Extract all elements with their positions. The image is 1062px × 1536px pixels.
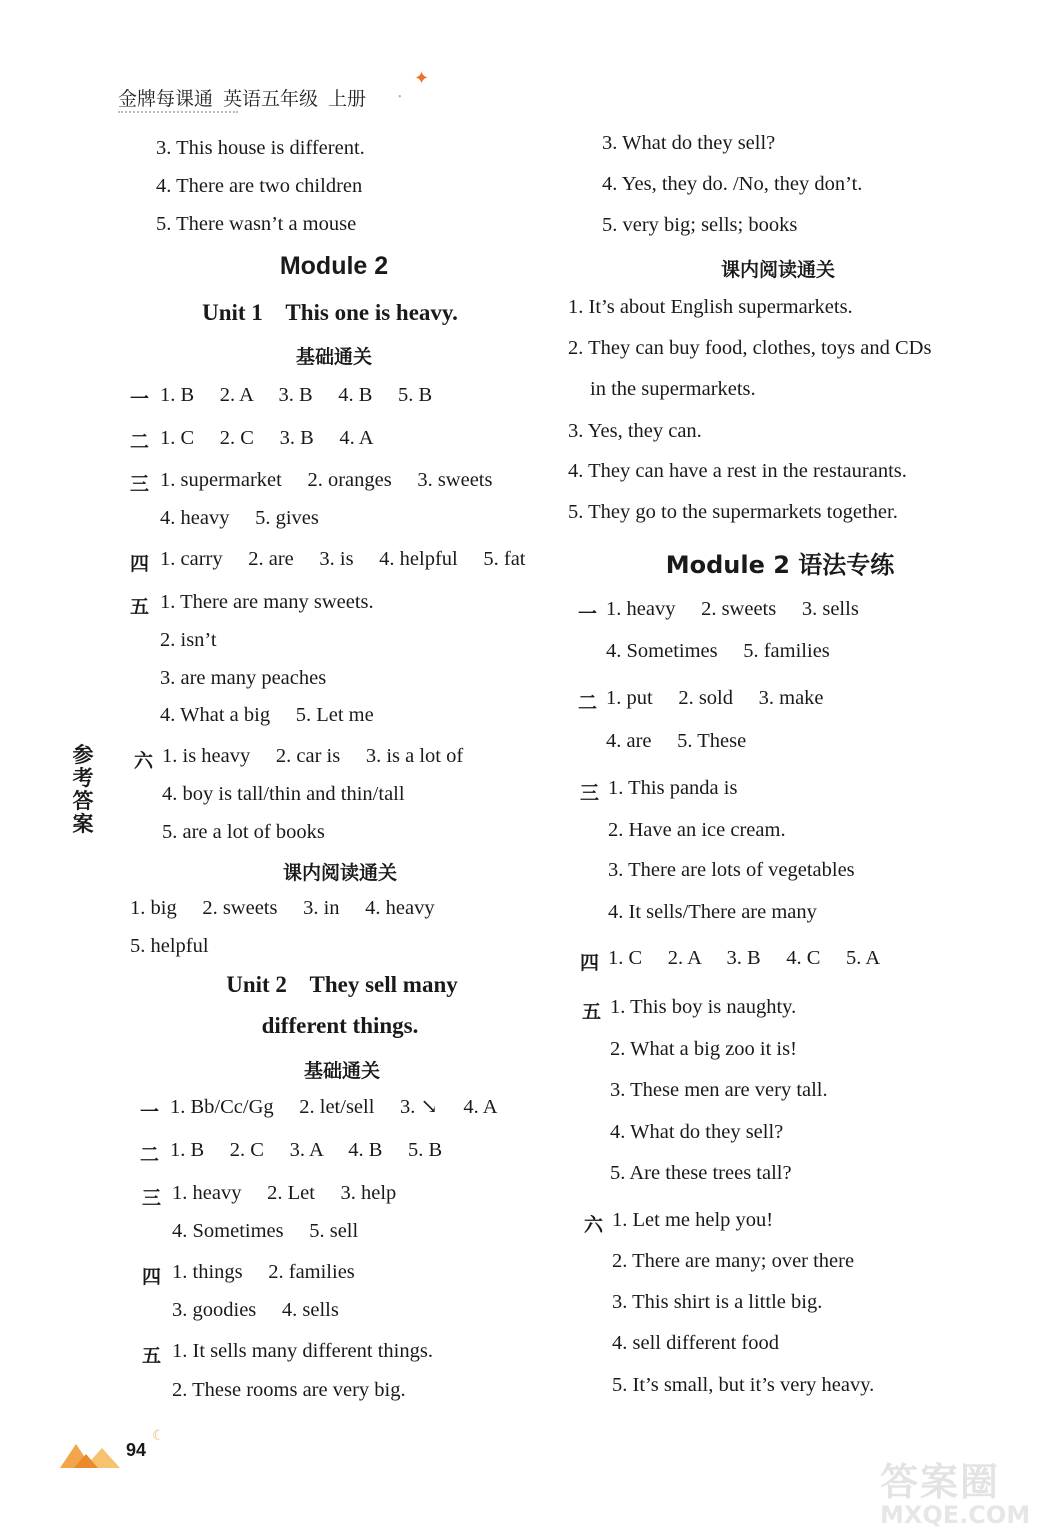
answer-line: 5. There wasn’t a mouse [156, 213, 357, 235]
answer-line: 1. is heavy 2. car is 3. is a lot of [162, 745, 464, 767]
question-marker: 五 [130, 596, 150, 618]
answer-line: 3. These men are very tall. [610, 1079, 828, 1101]
answer-line: 2. Have an ice cream. [608, 819, 786, 841]
answer-line: 1. carry 2. are 3. is 4. helpful 5. fat [160, 548, 526, 570]
question-marker: 三 [580, 782, 600, 804]
question-marker: 二 [140, 1144, 160, 1166]
answer-line: 2. They can buy food, clothes, toys and CDs [568, 337, 932, 359]
answer-line: 1. big 2. sweets 3. in 4. heavy [130, 897, 435, 919]
answer-line: 1. It’s about English supermarkets. [568, 296, 853, 318]
unit-title: Unit 2 They sell many [226, 972, 458, 997]
watermark [880, 1462, 1050, 1532]
answer-line: 5. very big; sells; books [602, 214, 798, 236]
question-marker: 五 [142, 1345, 162, 1367]
question-marker: 二 [578, 692, 598, 714]
side-char: 参 [72, 743, 94, 767]
answer-line: 1. heavy 2. Let 3. help [172, 1182, 397, 1204]
answer-line: 5. are a lot of books [162, 821, 325, 843]
answer-line: 3. There are lots of vegetables [608, 859, 855, 881]
answer-line: 1. things 2. families [172, 1261, 355, 1283]
answer-line: 1. heavy 2. sweets 3. sells [606, 598, 859, 620]
answer-line: 1. B 2. A 3. B 4. B 5. B [160, 384, 433, 406]
unit-title: different things. [261, 1013, 419, 1038]
unit-title: Unit 1 This one is heavy. [202, 300, 458, 325]
grammar-title: Module 2 语法专练 [665, 551, 895, 579]
module-title: Module 2 [279, 252, 389, 280]
answer-line: 5. Are these trees tall? [610, 1162, 792, 1184]
answer-line: in the supermarkets. [590, 378, 756, 400]
answer-line: 3. Yes, they can. [568, 420, 702, 442]
answer-line: 1. This panda is [608, 777, 738, 799]
sparkle-icon: • [398, 92, 402, 103]
answer-line: 4. It sells/There are many [608, 901, 817, 923]
answer-line: 3. This house is different. [156, 137, 365, 159]
answer-line: 1. C 2. A 3. B 4. C 5. A [608, 947, 881, 969]
question-marker: 三 [142, 1187, 162, 1209]
section-heading: 课内阅读通关 [282, 862, 398, 884]
star-icon: ✦ [414, 68, 430, 88]
mountain-icon [60, 1440, 124, 1468]
question-marker: 一 [578, 603, 598, 625]
answer-line: 3. goodies 4. sells [172, 1299, 339, 1321]
answer-line: 4. What a big 5. Let me [160, 704, 374, 726]
page-number: 94 [126, 1440, 147, 1460]
answer-line: 5. helpful [130, 935, 209, 957]
subject-title: 英语五年级 [223, 88, 319, 110]
volume-title: 上册 [328, 88, 367, 110]
question-marker: 二 [130, 431, 150, 453]
section-heading: 基础通关 [303, 1060, 381, 1082]
answer-line: 2. What a big zoo it is! [610, 1038, 797, 1060]
answer-line: 3. This shirt is a little big. [612, 1291, 823, 1313]
answer-line: 4. boy is tall/thin and thin/tall [162, 783, 405, 805]
answer-line: 5. They go to the supermarkets together. [568, 501, 898, 523]
answer-line: 1. put 2. sold 3. make [606, 687, 824, 709]
section-heading: 课内阅读通关 [720, 259, 836, 281]
answer-line: 4. Yes, they do. /No, they don’t. [602, 173, 863, 195]
answer-line: 3. What do they sell? [602, 132, 776, 154]
side-char: 案 [72, 812, 94, 836]
question-marker: 六 [584, 1214, 604, 1236]
answer-line: 1. C 2. C 3. B 4. A [160, 427, 374, 449]
answer-line: 4. Sometimes 5. families [606, 640, 830, 662]
answer-line: 1. It sells many different things. [172, 1340, 433, 1362]
answer-line: 2. isn’t [160, 629, 217, 651]
watermark-logo-text: 答案圈 [880, 1460, 1001, 1504]
answer-line: 1. B 2. C 3. A 4. B 5. B [170, 1139, 443, 1161]
header-divider [118, 111, 238, 113]
question-marker: 四 [130, 553, 150, 575]
answer-line: 4. There are two children [156, 175, 363, 197]
question-marker: 三 [130, 473, 150, 495]
answer-line: 4. sell different food [612, 1332, 779, 1354]
question-marker: 四 [142, 1266, 162, 1288]
answer-line: 4. are 5. These [606, 730, 747, 752]
question-marker: 一 [130, 388, 150, 410]
answer-line: 2. These rooms are very big. [172, 1379, 406, 1401]
side-char: 答 [72, 789, 94, 813]
side-char: 考 [72, 766, 94, 790]
moon-icon: ☾ [152, 1429, 165, 1444]
answer-line: 1. This boy is naughty. [610, 996, 797, 1018]
answer-line: 1. Let me help you! [612, 1209, 774, 1231]
answer-line: 5. It’s small, but it’s very heavy. [612, 1374, 875, 1396]
question-marker: 六 [134, 750, 154, 772]
answer-line: 1. There are many sweets. [160, 591, 374, 613]
answer-line: 4. heavy 5. gives [160, 507, 319, 529]
book-title: 金牌每课通 [118, 88, 214, 110]
page-header [118, 84, 376, 111]
answer-line: 1. Bb/Cc/Gg 2. let/sell 3. ↘ 4. A [170, 1096, 498, 1118]
side-label [68, 744, 98, 836]
answer-line: 4. What do they sell? [610, 1121, 784, 1143]
answer-line: 4. They can have a rest in the restaurants. [568, 460, 907, 482]
question-marker: 一 [140, 1101, 160, 1123]
answer-line: 4. Sometimes 5. sell [172, 1220, 359, 1242]
answer-line: 3. are many peaches [160, 667, 327, 689]
section-heading: 基础通关 [295, 346, 373, 368]
watermark-url: MXQE.COM [880, 1501, 1031, 1529]
answer-line: 2. There are many; over there [612, 1250, 855, 1272]
question-marker: 四 [580, 952, 600, 974]
answer-line: 1. supermarket 2. oranges 3. sweets [160, 469, 493, 491]
question-marker: 五 [582, 1001, 602, 1023]
